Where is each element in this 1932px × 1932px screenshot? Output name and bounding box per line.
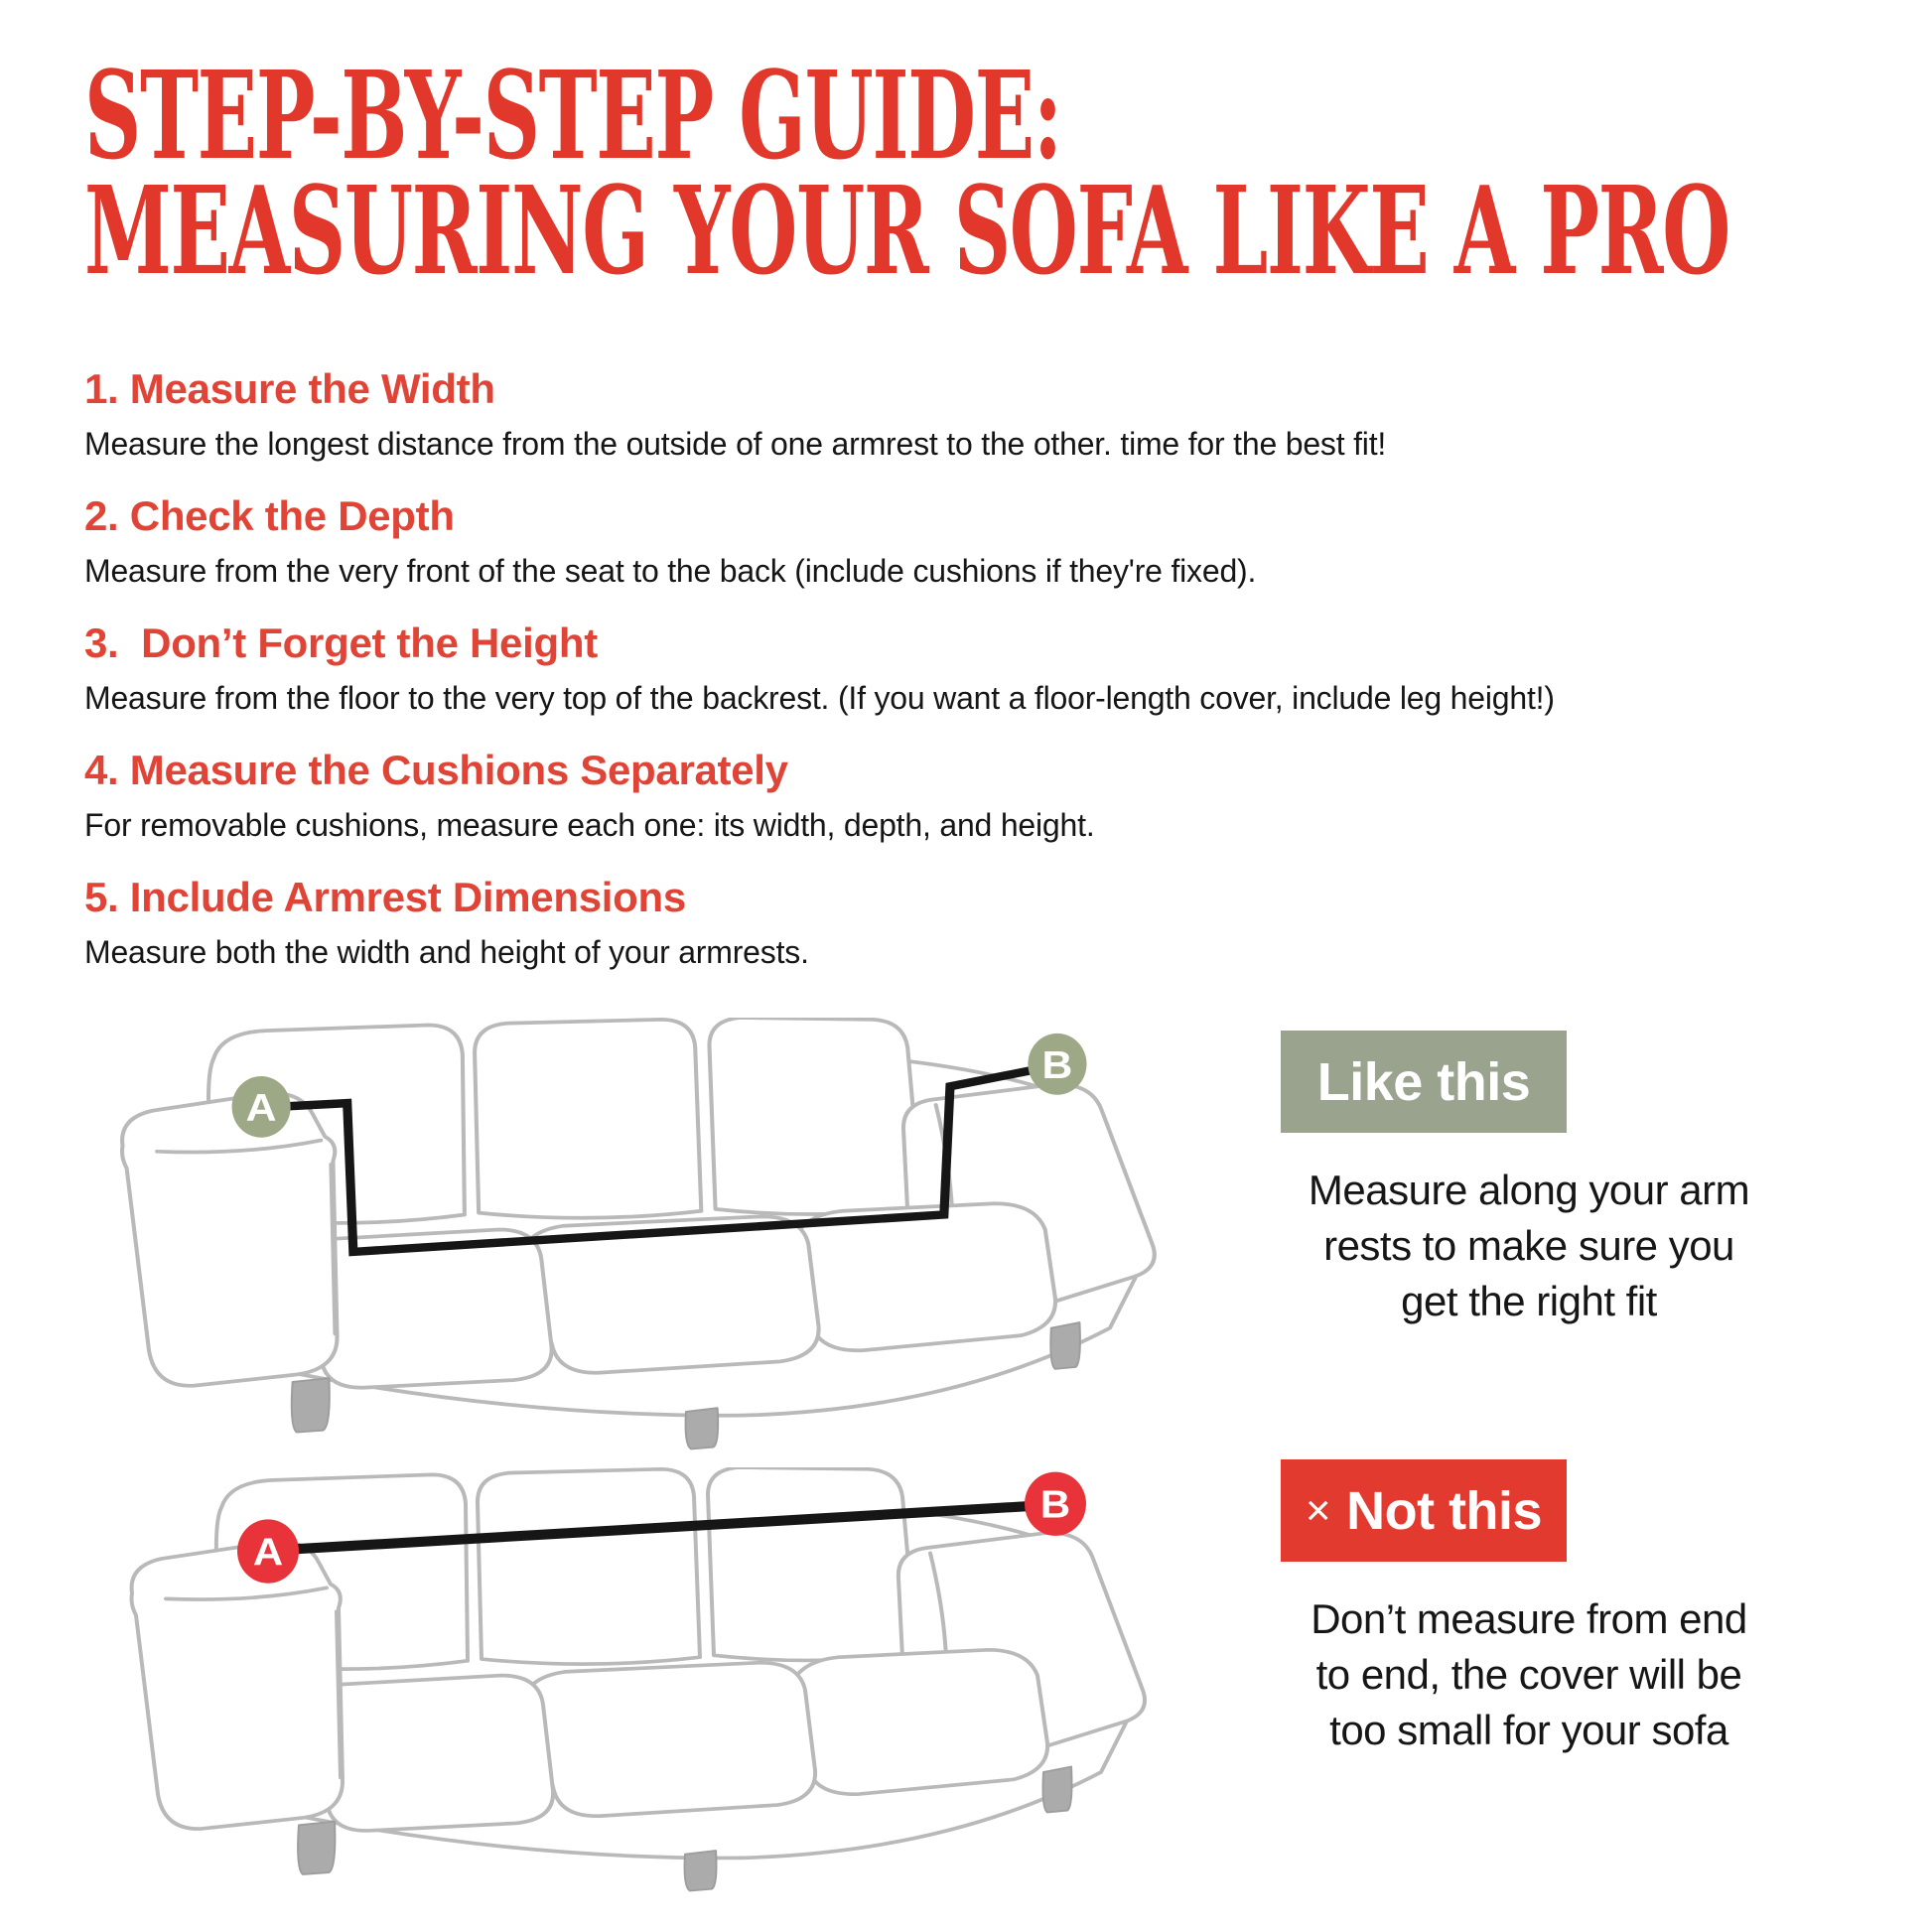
step-2-heading: 2. Check the Depth (84, 492, 455, 539)
step-item (84, 490, 1911, 592)
page-title-line2: MEASURING YOUR SOFA LIKE A PRO (84, 159, 1730, 302)
step-3-heading: 3. Don’t Forget the Height (84, 620, 598, 666)
caption-line: get the right fit (1401, 1278, 1657, 1324)
step-1-heading: 1. Measure the Width (84, 365, 495, 412)
sofa-diagram-correct (94, 1018, 1167, 1454)
caption-line: too small for your sofa (1329, 1707, 1728, 1753)
like-this-badge (1281, 1031, 1567, 1133)
step-5-body: Measure both the width and height of your armrests. (84, 934, 809, 970)
caption-line: Measure along your arm (1308, 1167, 1750, 1213)
not-this-caption (1241, 1591, 1817, 1758)
page-title (84, 44, 1932, 302)
step-2-body: Measure from the very front of the seat to the back (include cushions if they're fixed). (84, 553, 1257, 589)
step-5-heading: 5. Include Armrest Dimensions (84, 874, 686, 920)
step-item (84, 363, 1911, 465)
step-item (84, 872, 1911, 973)
not-this-badge (1281, 1459, 1567, 1562)
callout-like (1241, 1031, 1817, 1329)
callout-not (1241, 1459, 1817, 1758)
step-4-heading: 4. Measure the Cushions Separately (84, 747, 788, 793)
marker-b-label: B (1039, 1482, 1071, 1527)
step-4-body: For removable cushions, measure each one: its width, depth, and height. (84, 807, 1095, 843)
sofa-diagram-incorrect (104, 1467, 1157, 1896)
like-this-caption (1241, 1163, 1817, 1329)
caption-line: rests to make sure you (1323, 1222, 1734, 1269)
not-this-label: Not this (1346, 1480, 1543, 1541)
page-title-line1: STEP-BY-STEP GUIDE: (84, 44, 1061, 187)
steps-list (84, 363, 1911, 999)
like-this-label: Like this (1316, 1051, 1531, 1112)
step-3-body: Measure from the floor to the very top of the backrest. (If you want a floor-length cover, include leg height!) (84, 680, 1555, 716)
x-icon: × (1305, 1485, 1331, 1535)
marker-a-label: A (245, 1085, 277, 1130)
marker-a-label: A (252, 1529, 284, 1574)
step-1-body: Measure the longest distance from the outside of one armrest to the other. time for the best fit! (84, 426, 1387, 462)
step-item (84, 618, 1911, 719)
marker-b-label: B (1041, 1042, 1073, 1087)
caption-line: Don’t measure from end (1311, 1595, 1747, 1642)
step-item (84, 745, 1911, 846)
caption-line: to end, the cover will be (1315, 1651, 1742, 1698)
